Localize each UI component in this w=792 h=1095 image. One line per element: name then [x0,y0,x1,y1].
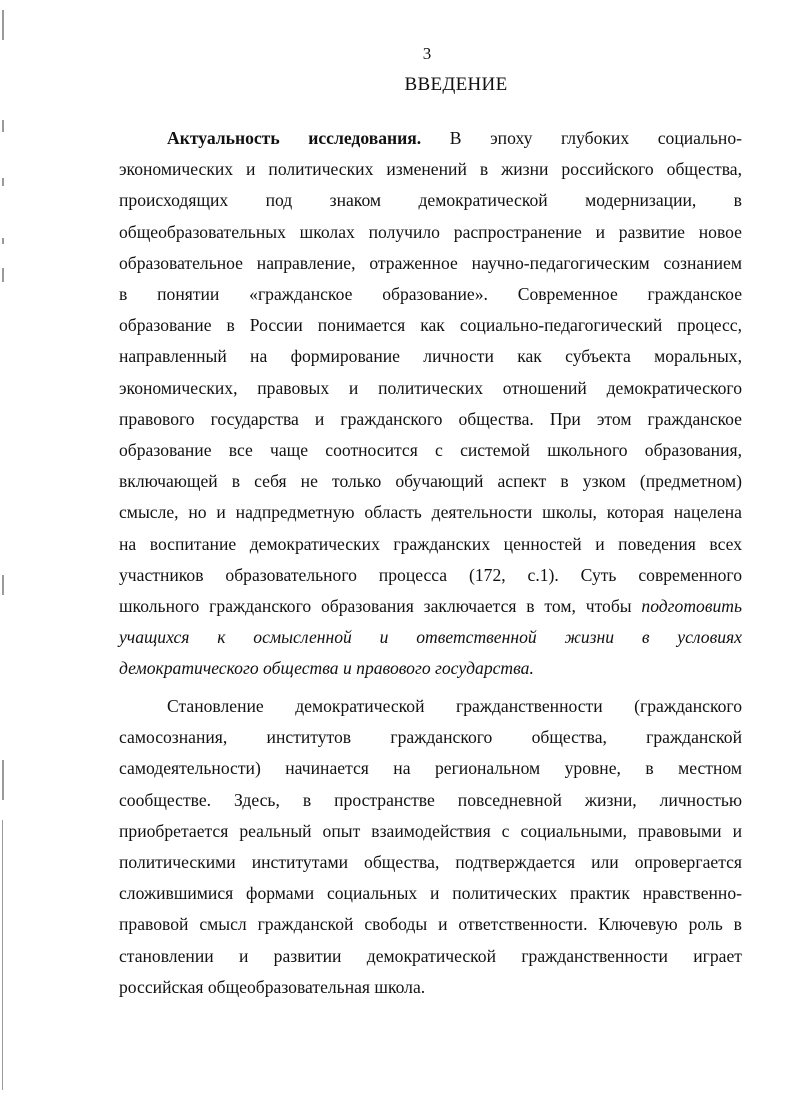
paragraph-line: экономических, правовых и политических отношений демократического [119,377,742,398]
paragraph-line: политическими институтами общества, подтверждается или опровергается [119,852,742,873]
paragraph-line: самодеятельности) начинается на региональном уровне, в местном [119,758,742,779]
paragraph-line: происходящих под знаком демократической модернизации, в [119,190,742,211]
paragraph-line: сложившимися формами социальных и политических практик нравственно- [119,883,742,904]
paragraph-line-italic: учащихся к осмысленной и ответственной жизни в условиях [119,627,742,648]
page-number: 3 [422,44,432,63]
paragraph-line-italic: демократического общества и правового государства. [119,658,534,679]
italic-phrase: подготовить [641,596,742,617]
paragraph-line: в понятии «гражданское образование». Современное гражданское [119,284,742,305]
paragraph-line: образование все чаще соотносится с системой школьного образования, [119,440,742,461]
paragraph-citizenship [119,691,742,1003]
paragraph-relevance [119,123,742,685]
section-heading: ВВЕДЕНИЕ [404,74,508,95]
paragraph-line: образовательное направление, отраженное научно-педагогическим сознанием [119,252,742,273]
paragraph-line: на воспитание демократических гражданских ценностей и поведения всех [119,533,742,554]
scan-edge-marks [2,0,10,1095]
paragraph-line: правовой смысл гражданской свободы и ответственности. Ключевую роль в [119,914,742,935]
paragraph-line: смысле, но и надпредметную область деятельности школы, которая нацелена [119,502,742,523]
paragraph-line: общеобразовательных школах получило распространение и развитие новое [119,221,742,242]
paragraph-line: российская общеобразовательная школа. [119,976,426,997]
paragraph-line: школьного гражданского образования заключается в том, чтобы подготовить [119,596,742,617]
paragraph-line: самосознания, институтов гражданского общества, гражданской [119,727,742,748]
paragraph-line: участников образовательного процесса (172, с.1). Суть современного [119,564,742,585]
paragraph-line: сообществе. Здесь, в пространстве повседневной жизни, личностью [119,789,742,810]
lead-phrase: Актуальность исследования. [167,128,422,148]
paragraph-line: экономических и политических изменений в жизни российского общества, [119,159,742,180]
paragraph-line: включающей в себя не только обучающий аспект в узком (предметном) [119,471,742,492]
paragraph-line: направленный на формирование личности как субъекта моральных, [119,346,742,367]
paragraph-line: приобретается реальный опыт взаимодействия с социальными, правовыми и [119,820,742,841]
paragraph-line: Актуальность исследования. В эпоху глубоких социально- [167,128,743,148]
paragraph-line: правового государства и гражданского общества. При этом гражданское [119,408,742,429]
paragraph-line: образование в России понимается как социально-педагогический процесс, [119,315,742,336]
paragraph-line: Становление демократической гражданственности (гражданского [167,696,742,716]
paragraph-line: становлении и развитии демократической гражданственности играет [119,945,742,966]
